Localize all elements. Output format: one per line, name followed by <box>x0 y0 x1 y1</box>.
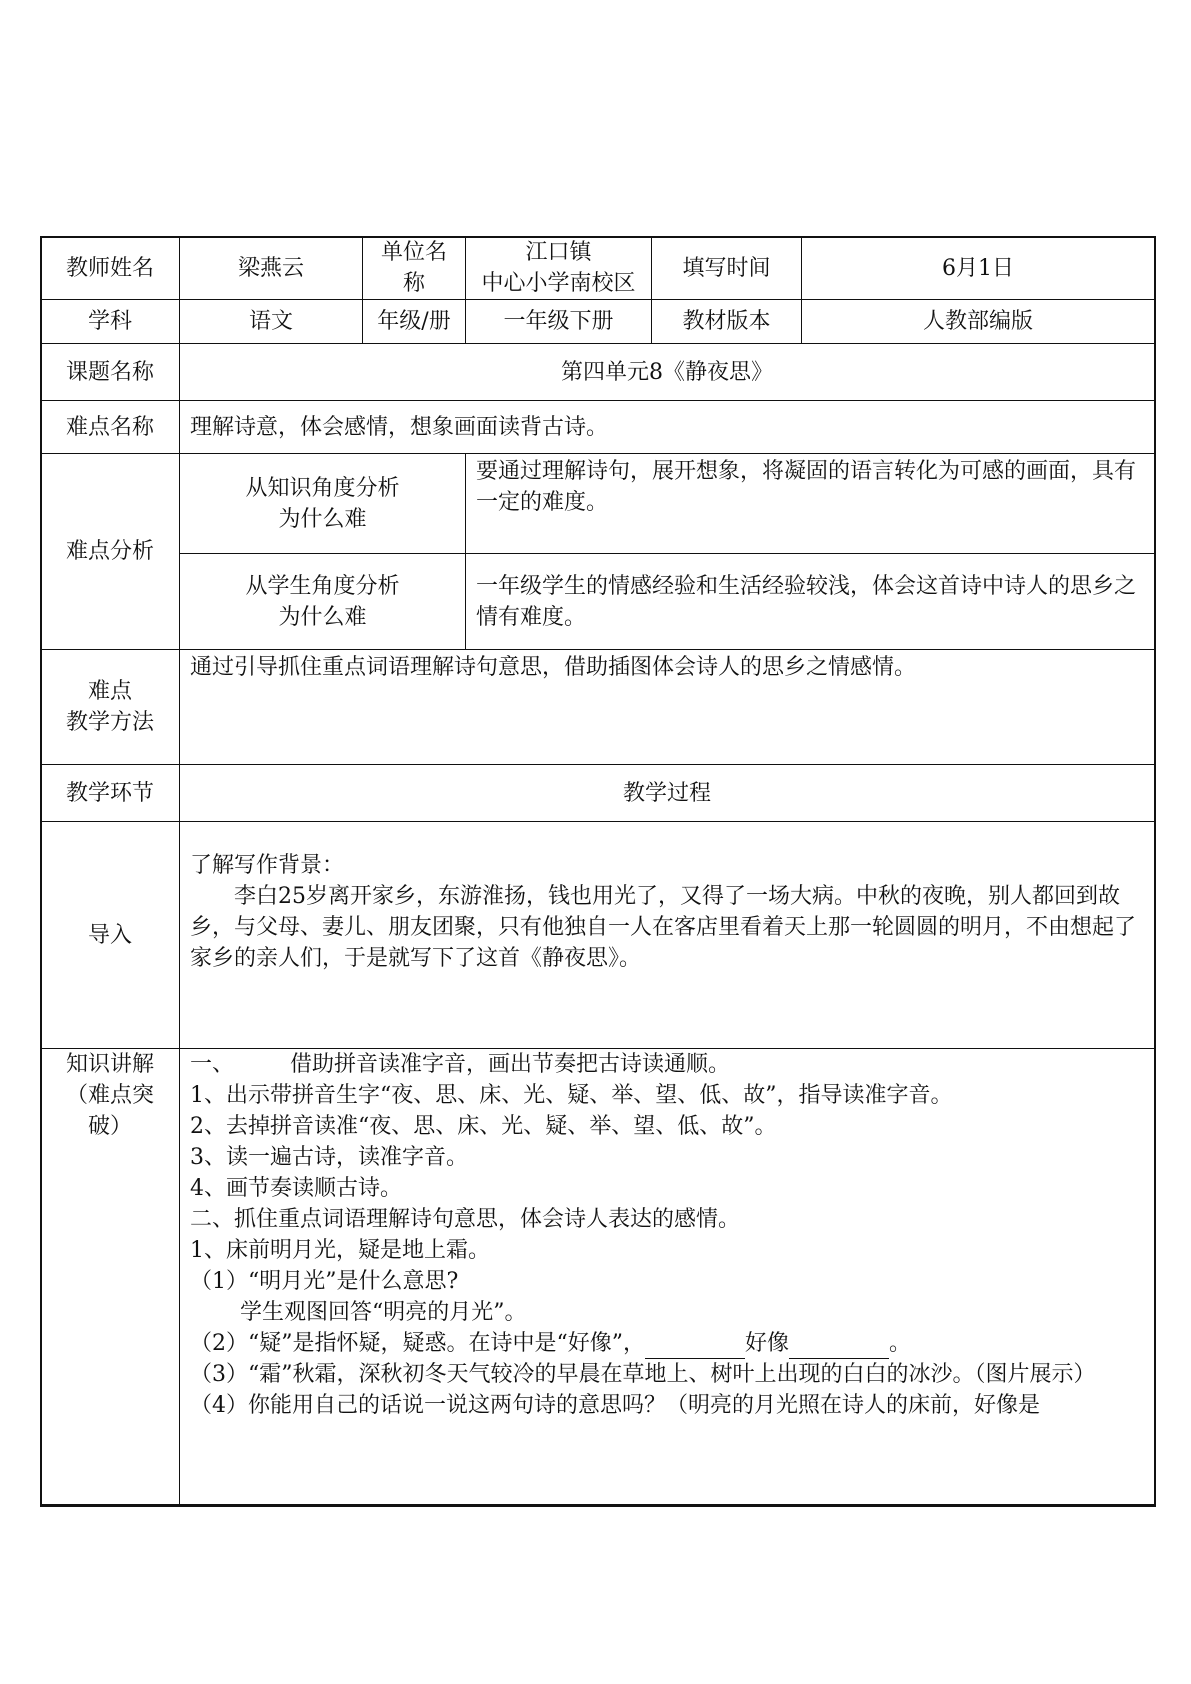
knowledge-label <box>41 1049 180 1505</box>
method-label-line-2: 教学方法 <box>65 710 154 735</box>
knowledge-line-7: 1、床前明月光，疑是地上霜。 <box>190 1238 490 1263</box>
subject-value: 语文 <box>180 300 363 344</box>
knowledge-label-line-2: （难点突 <box>65 1083 154 1108</box>
topic-value: 第四单元8《静夜思》 <box>180 344 1155 401</box>
knowledge-line-11: （3）“霜”秋霜，深秋初冬天气较冷的早晨在草地上、树叶上出现的白白的冰沙。（图片展示） <box>190 1362 1096 1387</box>
intro-heading: 了解写作背景： <box>190 853 345 878</box>
student-angle-line-1: 从学生角度分析 <box>245 573 400 599</box>
knowledge-row <box>41 1049 1155 1505</box>
student-angle-text: 一年级学生的情感经验和生活经验较浅，体会这首诗中诗人的思乡之情有难度。 <box>466 554 1155 650</box>
knowledge-line-5: 4、画节奏读顺古诗。 <box>190 1176 402 1201</box>
knowledge-line-10-a: （2）“疑”是指怀疑，疑惑。在诗中是“好像”， <box>190 1331 645 1356</box>
analysis-label: 难点分析 <box>41 454 180 650</box>
method-label-line-1: 难点 <box>87 679 132 704</box>
method-text: 通过引导抓住重点词语理解诗句意思，借助插图体会诗人的思乡之情感情。 <box>180 650 1155 765</box>
method-label <box>41 650 180 765</box>
knowledge-line-8: （1）“明月光”是什么意思? <box>190 1269 459 1294</box>
date-label: 填写时间 <box>652 237 802 300</box>
unit-value <box>466 237 652 300</box>
knowledge-angle-label <box>180 454 466 554</box>
knowledge-line-10-b: 好像 <box>745 1331 790 1356</box>
subject-label: 学科 <box>41 300 180 344</box>
teacher-label: 教师姓名 <box>41 237 180 300</box>
knowledge-line-10 <box>190 1328 1144 1359</box>
analysis-row-student <box>41 554 1155 650</box>
knowledge-line-1-text: 借助拼音读准字音，画出节奏把古诗读通顺。 <box>290 1052 731 1077</box>
grade-label: 年级/册 <box>363 300 466 344</box>
knowledge-line-3: 2、去掉拼音读准“夜、思、床、光、疑、举、望、低、故”。 <box>190 1114 777 1139</box>
student-angle-label <box>180 554 466 650</box>
knowledge-content <box>180 1049 1155 1505</box>
process-header-row <box>41 765 1155 822</box>
lesson-plan-sheet <box>40 236 1154 1505</box>
difficulty-label: 难点名称 <box>41 401 180 454</box>
knowledge-label-line-3: 破） <box>87 1114 132 1139</box>
unit-value-line-2: 中心小学南校区 <box>481 271 636 296</box>
knowledge-line-9: 学生观图回答“明亮的月光”。 <box>240 1300 527 1325</box>
knowledge-line-1 <box>190 1049 1144 1080</box>
edition-value: 人教部编版 <box>802 300 1155 344</box>
knowledge-line-1-num: 一、 <box>190 1052 235 1077</box>
lesson-plan-table <box>40 236 1155 1505</box>
date-value: 6月1日 <box>802 237 1155 300</box>
blank-line-1 <box>645 1334 745 1359</box>
edition-label: 教材版本 <box>652 300 802 344</box>
topic-label: 课题名称 <box>41 344 180 401</box>
difficulty-row <box>41 401 1155 454</box>
intro-paragraph: 李白25岁离开家乡，东游淮扬，钱也用光了，又得了一场大病。中秋的夜晚，别人都回到故乡，与父母、妻儿、朋友团聚，只有他独自一人在客店里看着天上那一轮圆圆的明月，不由想起了家乡的亲人们，于是就写下了这首《静夜思》。 <box>190 884 1137 971</box>
intro-row <box>41 822 1155 1049</box>
knowledge-line-12: （4）你能用自己的话说一说这两句诗的意思吗？（明亮的月光照在诗人的床前，好像是 <box>190 1393 1040 1418</box>
knowledge-line-4: 3、读一遍古诗，读准字音。 <box>190 1145 468 1170</box>
unit-label <box>363 237 466 300</box>
blank-line-2 <box>789 1334 889 1359</box>
student-angle-line-2: 为什么难 <box>278 604 367 630</box>
teacher-value: 梁燕云 <box>180 237 363 300</box>
unit-label-line-1: 单位名 <box>380 240 447 265</box>
knowledge-line-10-c: 。 <box>889 1331 912 1356</box>
header-row-1 <box>41 237 1155 300</box>
knowledge-angle-line-1: 从知识角度分析 <box>245 475 400 501</box>
knowledge-line-2: 1、出示带拼音生字“夜、思、床、光、疑、举、望、低、故”，指导读准字音。 <box>190 1083 953 1108</box>
intro-content <box>180 822 1155 1049</box>
topic-row <box>41 344 1155 401</box>
knowledge-label-line-1: 知识讲解 <box>65 1052 154 1077</box>
process-label: 教学过程 <box>180 765 1155 822</box>
knowledge-line-6: 二、抓住重点词语理解诗句意思，体会诗人表达的感情。 <box>190 1207 741 1232</box>
analysis-row-knowledge <box>41 454 1155 554</box>
header-row-2 <box>41 300 1155 344</box>
grade-value: 一年级下册 <box>466 300 652 344</box>
intro-label: 导入 <box>41 822 180 1049</box>
method-row <box>41 650 1155 765</box>
unit-value-line-1: 江口镇 <box>525 240 592 265</box>
difficulty-value: 理解诗意，体会感情，想象画面读背古诗。 <box>180 401 1155 454</box>
knowledge-angle-line-2: 为什么难 <box>278 506 367 532</box>
unit-label-line-2: 称 <box>402 271 425 296</box>
knowledge-angle-text: 要通过理解诗句，展开想象，将凝固的语言转化为可感的画面，具有一定的难度。 <box>466 454 1155 554</box>
stage-label: 教学环节 <box>41 765 180 822</box>
